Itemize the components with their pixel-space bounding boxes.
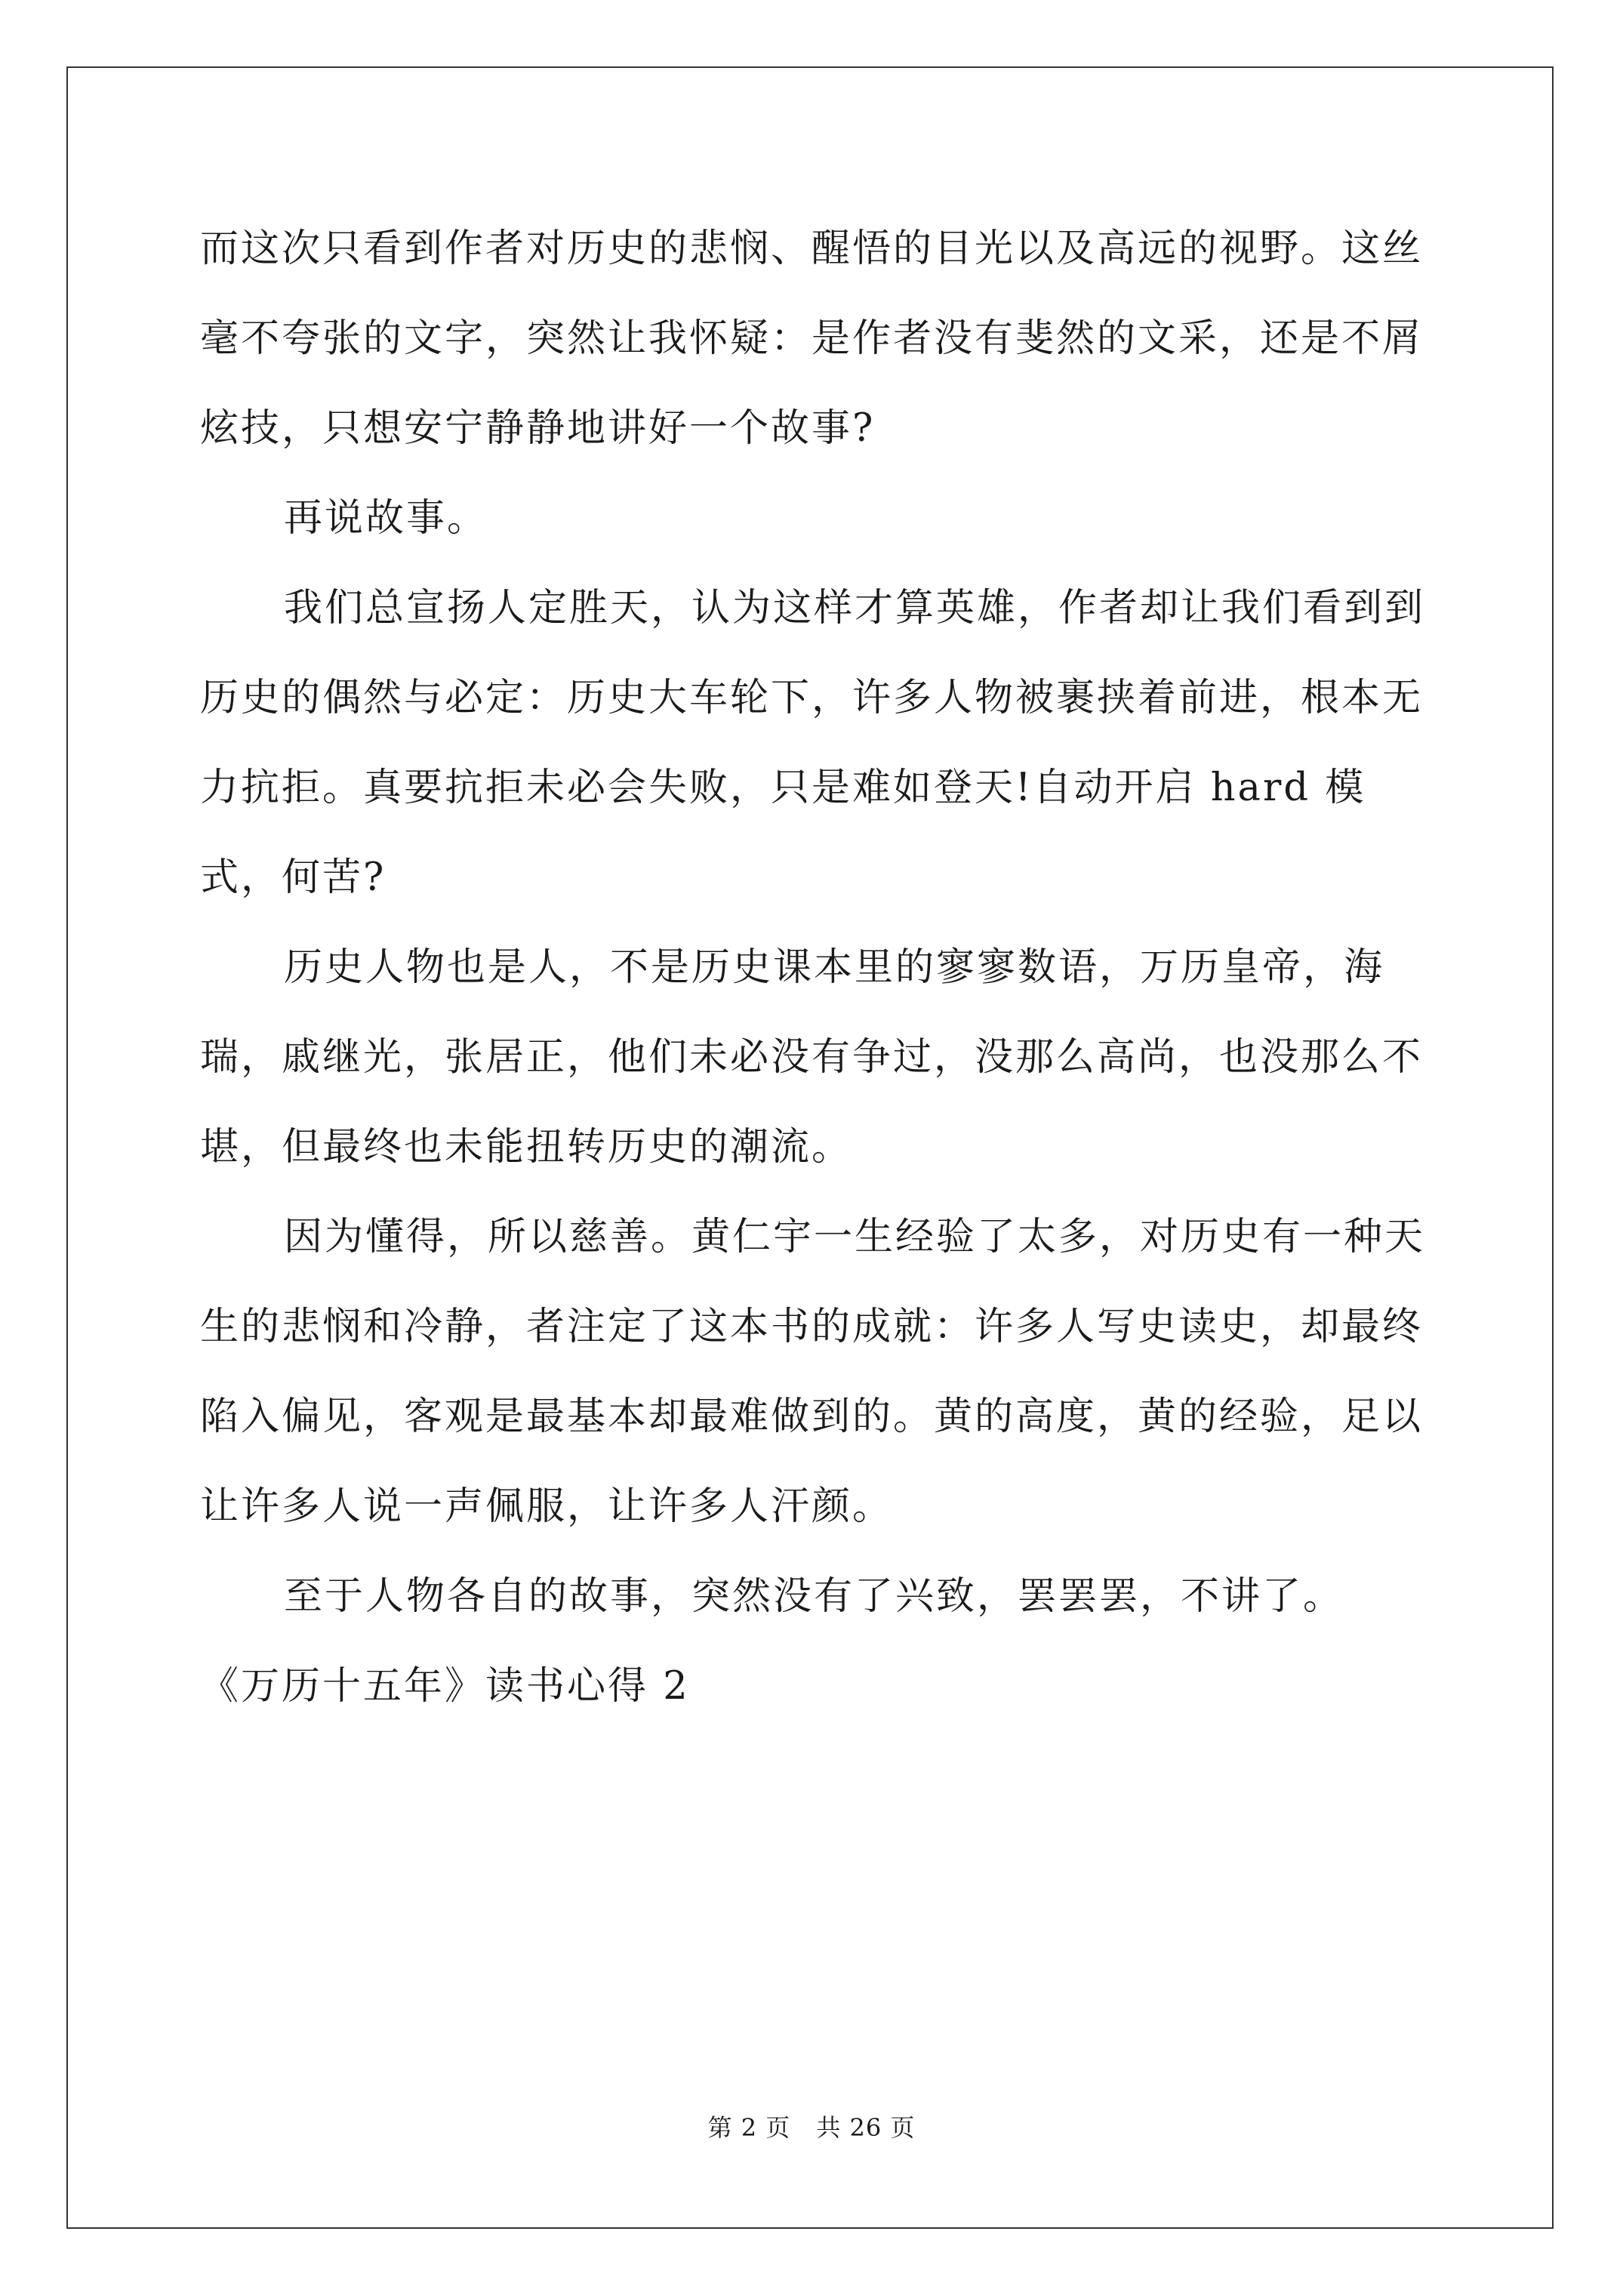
document-body [200, 204, 1438, 1731]
section-title: 《万历十五年》读书心得 2 [200, 1664, 690, 1709]
page-total: 共 26 页 [816, 2113, 916, 2142]
paragraph-history-chance: 我们总宣扬人定胜天，认为这样才算英雄，作者却让我们看到到历史的偶然与必定：历史大车轮下，许多人物被裹挟着前进，根本无力抗拒。真要抗拒未必会失败，只是难如登天!自动开启 hard 模式，何苦? [200, 586, 1426, 900]
paragraph-huang-renyu: 因为懂得，所以慈善。黄仁宇一生经验了太多，对历史有一种天生的悲悯和冷静，者注定了这本书的成就：许多人写史读史，却最终陷入偏见，客观是最基本却最难做到的。黄的高度，黄的经验，足以让许多人说一声佩服，让许多人汗颜。 [200, 1215, 1426, 1529]
paragraph-historical-figures: 历史人物也是人，不是历史课本里的寥寥数语，万历皇帝，海瑞，戚继光，张居正，他们未必没有争过，没那么高尚，也没那么不堪，但最终也未能扭转历史的潮流。 [200, 945, 1424, 1170]
page-number: 第 2 页 [707, 2113, 791, 2142]
paragraph-continuation: 而这次只看到作者对历史的悲悯、醒悟的目光以及高远的视野。这丝毫不夸张的文字，突然让我怀疑：是作者没有斐然的文采，还是不屑炫技，只想安宁静静地讲好一个故事? [200, 227, 1424, 451]
paragraph-story-heading: 再说故事。 [284, 496, 488, 541]
paragraph-closing: 至于人物各自的故事，突然没有了兴致，罢罢罢，不讲了。 [284, 1574, 1344, 1619]
page-footer [0, 2113, 1623, 2143]
